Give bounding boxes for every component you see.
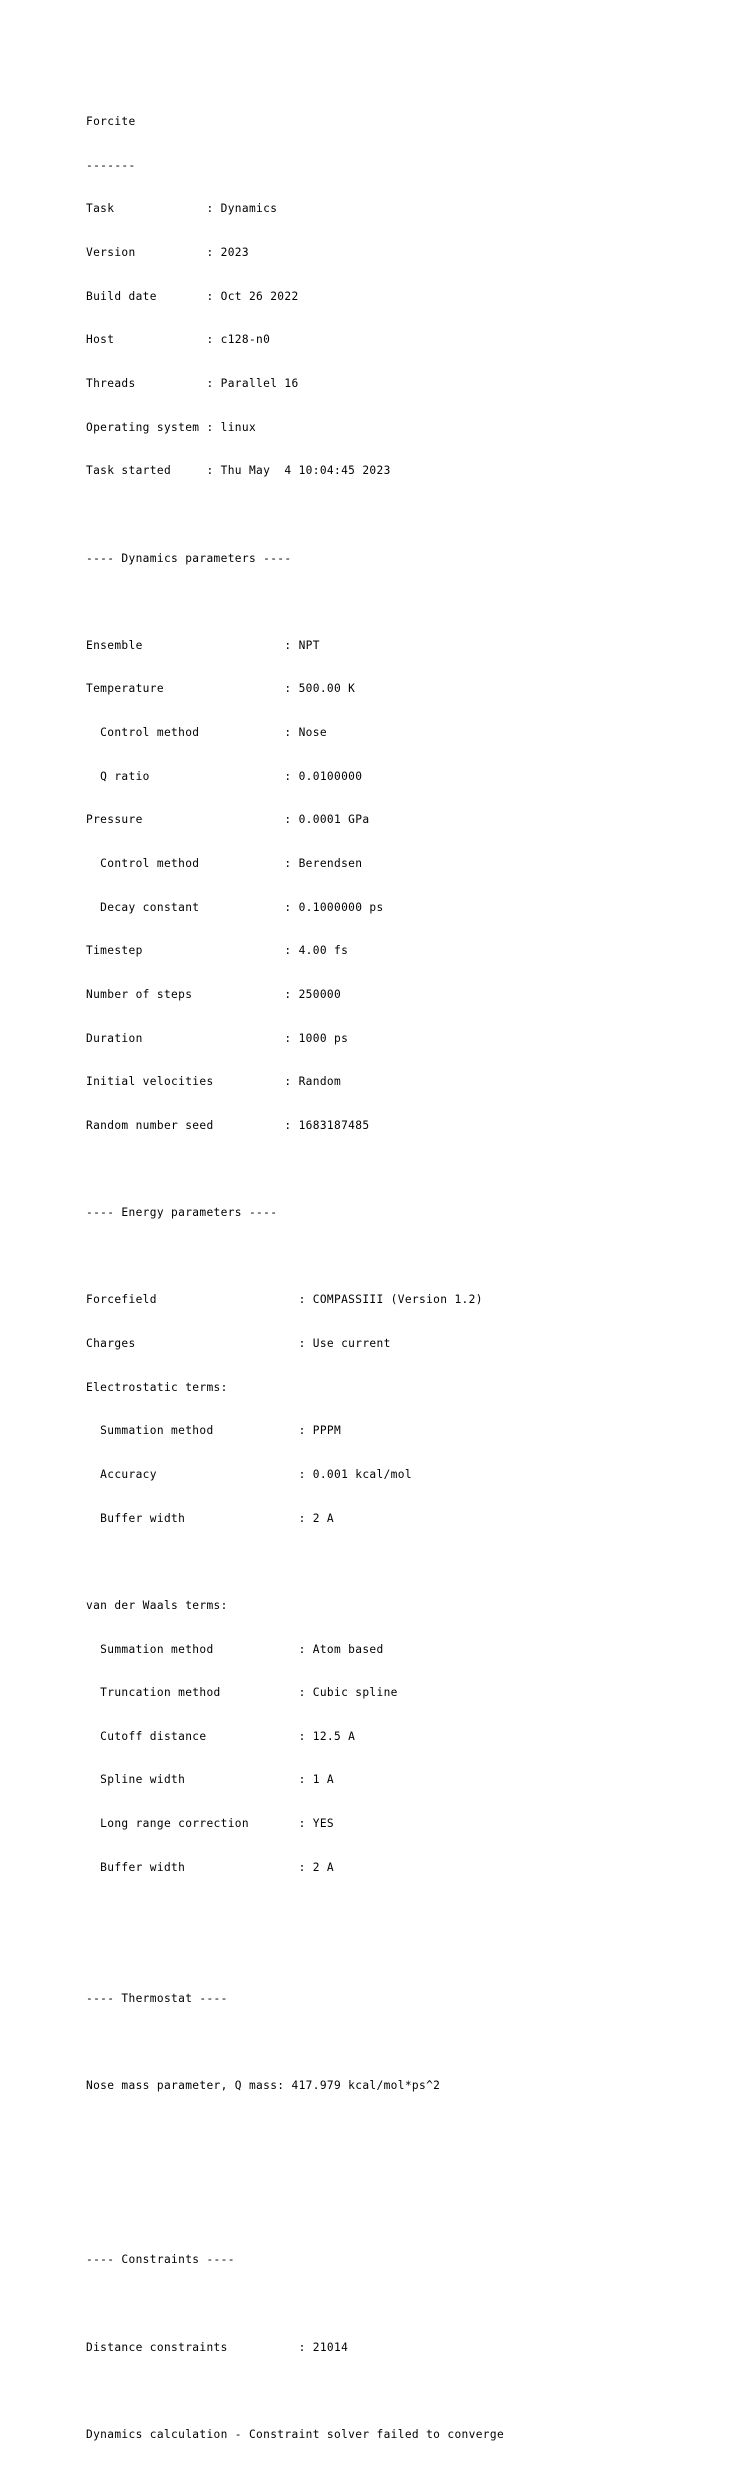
error-message-line: Dynamics calculation - Constraint solver failed to converge	[86, 2428, 505, 2442]
log-line-blank	[86, 1904, 504, 1919]
log-line: Cutoff distance : 12.5 A	[86, 1729, 356, 1743]
section-heading-energy-parameters: ---- Energy parameters ----	[86, 1206, 278, 1220]
log-line: Build date : Oct 26 2022	[86, 289, 299, 303]
log-line: Timestep : 4.00 fs	[86, 944, 349, 958]
log-line-blank	[86, 508, 504, 523]
log-line: Control method : Berendsen	[86, 856, 363, 870]
log-line: Charges : Use current	[86, 1337, 391, 1351]
log-line-blank	[86, 1162, 504, 1177]
log-line-blank	[86, 2384, 504, 2399]
log-line: Duration : 1000 ps	[86, 1031, 349, 1045]
log-line: Decay constant : 0.1000000 ps	[86, 900, 384, 914]
log-line-blank	[86, 595, 504, 610]
log-line: Operating system : linux	[86, 420, 257, 434]
log-line: Ensemble : NPT	[86, 638, 320, 652]
log-line: Forcite	[86, 115, 136, 129]
log-line-blank	[86, 2166, 504, 2181]
log-line: Buffer width : 2 A	[86, 1860, 334, 1874]
section-heading-dynamics-parameters: ---- Dynamics parameters ----	[86, 551, 292, 565]
log-line: Electrostatic terms:	[86, 1380, 228, 1394]
log-line-blank	[86, 2297, 504, 2312]
log-line: Q ratio : 0.0100000	[86, 769, 363, 783]
forcite-log-output	[86, 86, 504, 2472]
log-line: Buffer width : 2 A	[86, 1511, 334, 1525]
log-line: Host : c128-n0	[86, 333, 271, 347]
log-line: Task : Dynamics	[86, 202, 278, 216]
log-line: Initial velocities : Random	[86, 1075, 342, 1089]
log-line: Nose mass parameter, Q mass: 417.979 kcal/mol*ps^2	[86, 2078, 441, 2092]
log-line: Task started : Thu May 4 10:04:45 2023	[86, 464, 391, 478]
log-line: -------	[86, 158, 136, 172]
log-line: Summation method : PPPM	[86, 1424, 342, 1438]
log-line: Truncation method : Cubic spline	[86, 1686, 398, 1700]
log-line: Long range correction : YES	[86, 1817, 334, 1831]
log-line: Threads : Parallel 16	[86, 376, 299, 390]
log-line: Random number seed : 1683187485	[86, 1118, 370, 1132]
log-line-blank	[86, 1555, 504, 1570]
log-line: Control method : Nose	[86, 726, 327, 740]
log-line-blank	[86, 1250, 504, 1265]
log-line: Forcefield : COMPASSIII (Version 1.2)	[86, 1293, 483, 1307]
log-line-blank	[86, 2035, 504, 2050]
log-line-blank	[86, 1948, 504, 1963]
log-line: Pressure : 0.0001 GPa	[86, 813, 370, 827]
log-line: Number of steps : 250000	[86, 987, 342, 1001]
section-heading-thermostat: ---- Thermostat ----	[86, 1991, 228, 2005]
log-line: Temperature : 500.00 K	[86, 682, 356, 696]
log-line: Accuracy : 0.001 kcal/mol	[86, 1467, 412, 1481]
section-heading-constraints: ---- Constraints ----	[86, 2253, 235, 2267]
log-line: Spline width : 1 A	[86, 1773, 334, 1787]
log-line: van der Waals terms:	[86, 1598, 228, 1612]
log-line: Distance constraints : 21014	[86, 2340, 349, 2354]
log-line-blank	[86, 2210, 504, 2225]
log-line: Summation method : Atom based	[86, 1642, 384, 1656]
log-line-blank	[86, 2123, 504, 2138]
log-line: Version : 2023	[86, 246, 249, 260]
